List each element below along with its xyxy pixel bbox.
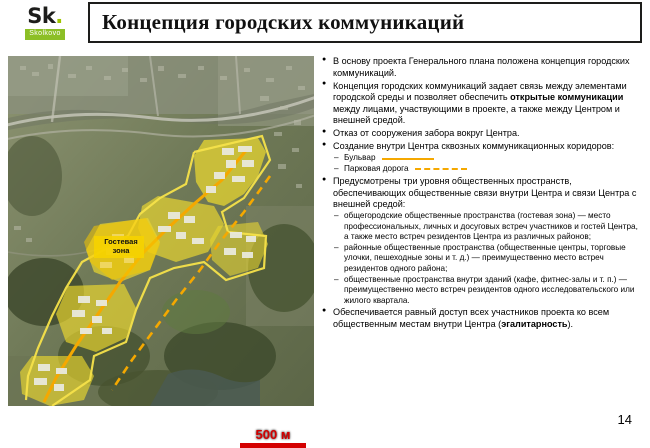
public-space-level-district: – районные общественные пространства (общественные центры, торговые улочки, пешеходные зоны и т. д.) — преимущественно место встреч резидентов одного района;	[333, 243, 644, 274]
skolkovo-logo	[8, 2, 82, 44]
bullet-item-4	[322, 141, 644, 174]
corridor-legend-list	[333, 153, 644, 174]
guest-zone-label-line2: зона	[112, 245, 130, 255]
logo-mark-label: Sk	[27, 4, 56, 29]
bullet-2-text-part2: между лицами, участвующими в проекте, а также между Центром и внешней средой.	[333, 103, 620, 126]
map-guest-zone-label	[96, 238, 146, 255]
page-title: Концепция городских коммуникаций	[102, 10, 465, 34]
public-space-level-citywide: – общегородские общественные пространства (гостевая зона) — место профессиональных, личных и досуговых встреч участников и гостей Центра, а также место встреч резидентов Центра из различных районов;	[333, 211, 644, 242]
title-bar	[88, 2, 642, 43]
bullet-4-text: Создание внутри Центра сквозных коммуникационных коридоров:	[333, 141, 615, 152]
bullet-item-1	[322, 56, 644, 79]
bullet-item-2	[322, 81, 644, 127]
bullet-1-text: В основу проекта Генерального плана положена концепция городских коммуникаций.	[333, 56, 630, 78]
map-image	[8, 56, 314, 406]
slide-header	[0, 0, 650, 46]
bullet-2-bold: открытые коммуникации	[510, 92, 624, 103]
corridor-legend-boulevard	[333, 153, 644, 163]
site-masterplan-map	[8, 56, 314, 442]
park-road-line-swatch-icon	[415, 168, 467, 170]
logo-mark-text	[27, 6, 63, 27]
guest-zone-label-line1: Гостевая	[104, 237, 138, 246]
map-scale-bar	[240, 428, 306, 448]
bullet-item-5	[322, 176, 644, 306]
bullet-item-3	[322, 128, 644, 140]
bullet-6-bold: эгалитарность	[501, 319, 568, 330]
public-space-level-inbuilding: – общественные пространства внутри зданий (кафе, фитнес-залы и т. п.) — преимущественно место встреч резидентов одного исследовательского или жилого квартала.	[333, 275, 644, 306]
public-space-levels-list	[333, 211, 644, 306]
bullet-6-text-part1: Обеспечивается равный доступ всех участников проекта ко всем общественным местам внутри Центра (	[333, 307, 610, 330]
logo-wordmark: Skolkovo	[25, 29, 65, 39]
bullet-list-level1	[322, 56, 644, 331]
park-road-label: – Парковая дорога	[344, 164, 409, 174]
bullet-2-text-part1: Концепция городских коммуникаций задает связь между элементами городской среды и позволяет обеспечить	[333, 80, 627, 103]
bullet-5-text: Предусмотрены три уровня общественных пространств, обеспечивающих общественные связи внутри Центра и связи Центра с внешней средой:	[333, 176, 637, 210]
boulevard-line-swatch-icon	[382, 158, 434, 160]
page-number: 14	[617, 412, 632, 427]
boulevard-label: – Бульвар	[344, 153, 376, 163]
logo-dot-icon: .	[55, 4, 63, 29]
slide-body-text	[322, 56, 644, 416]
corridor-legend-park-road	[333, 164, 644, 174]
bullet-item-6	[322, 307, 644, 330]
bullet-3-text: Отказ от сооружения забора вокруг Центра.	[333, 128, 520, 139]
bullet-6-text-part2: ).	[567, 319, 574, 330]
map-scale-label: 500 м	[255, 427, 291, 442]
map-scale-line	[240, 443, 306, 448]
